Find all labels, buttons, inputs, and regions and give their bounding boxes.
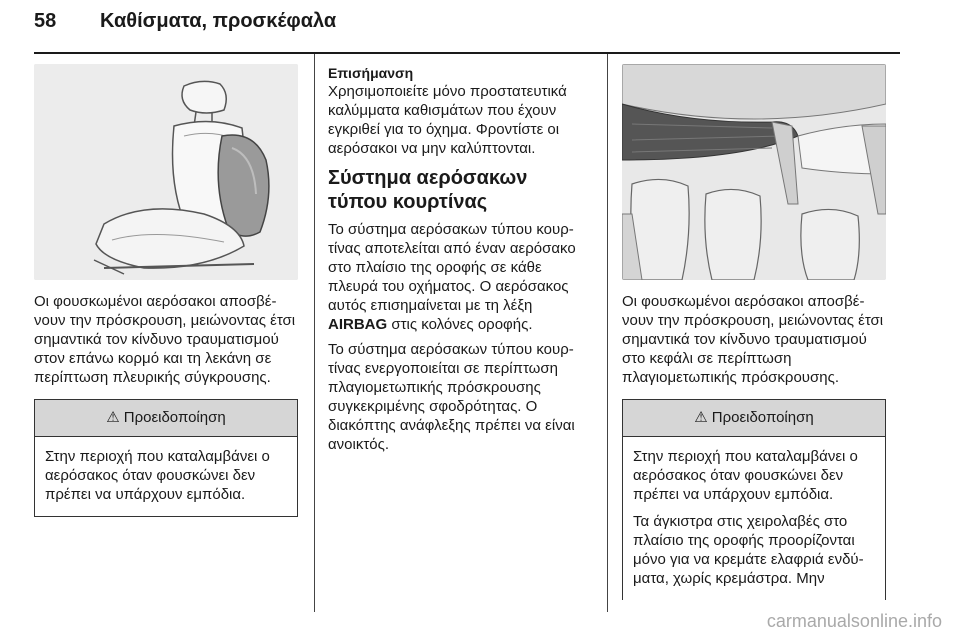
warning-box — [34, 399, 298, 517]
middle-column — [328, 64, 592, 460]
page-number: 58 — [34, 10, 57, 32]
column-divider-left — [314, 54, 315, 612]
warning-title: Προειδοποίηση — [711, 409, 814, 426]
warning-box — [622, 399, 886, 600]
section-heading: Σύστημα αερόσακων τύπου κουρτίνας — [328, 167, 528, 213]
body-paragraph-2: Το σύστημα αερόσακων τύπου κουρτίνας ενεργοποιείται σε περίπτωση πλαγιομετωπικής πρόσκρουσης συγκεκριμένης σφοδρότητας. Ο διακόπτης ανάφλεξης πρέπει να είναι ανοικτός. — [328, 341, 575, 453]
airbag-label: AIRBAG — [328, 316, 388, 333]
column-divider-right — [607, 54, 608, 612]
warning-text-1: Στην περιοχή που καταλαμβάνει ο αερόσακος όταν φουσκώνει δεν πρέπει να υπάρχουν εμπόδια. — [633, 448, 858, 503]
warning-body — [35, 437, 297, 516]
warning-header — [623, 400, 885, 437]
warning-title: Προειδοποίηση — [123, 409, 226, 426]
warning-text-2: Τα άγκιστρα στις χειρολαβές στο πλαίσιο της οροφής προορίζονται μόνο για να κρεμάτε ελαφριά ενδύματα, χωρίς κρεμάστρα. Μην — [633, 513, 864, 587]
note-title: Επισήμανση — [328, 65, 414, 81]
right-column — [622, 64, 886, 600]
warning-triangle-icon: ⚠ — [106, 409, 120, 426]
seat-airbag-figure — [34, 64, 298, 280]
watermark: carmanualsonline.info — [766, 611, 942, 631]
paragraph-text: Το σύστημα αερόσακων τύπου κουρτίνας αποτελείται από έναν αερόσακο στο πλαίσιο της οροφής σε κάθε πλευρά του οχήματος. Ο αερόσακος αυτός επισημαίνεται με τη λέξη — [328, 221, 576, 314]
seat-side-airbag-illustration — [34, 64, 298, 280]
curtain-airbag-figure — [622, 64, 886, 280]
body-paragraph-1 — [328, 220, 592, 334]
note-text: Χρησιμοποιείτε μόνο προστατευτικά καλύμματα καθισμάτων που έχουν εγκριθεί για το όχημα. Φροντίστε οι αερόσακοι να μην καλύπτονται. — [328, 83, 567, 157]
curtain-airbag-illustration — [622, 64, 886, 280]
figure-caption: Οι φουσκωμένοι αερόσακοι αποσβένουν την πρόσκρουση, μειώνοντας έτσι σημαντικά τον κίνδυνο τραυματισμού στο κεφάλι σε περίπτωση πλαγιομετωπικής πρόσκρουσης. — [622, 293, 884, 386]
left-column — [34, 64, 298, 517]
warning-body — [623, 437, 885, 600]
figure-caption: Οι φουσκωμένοι αερόσακοι αποσβένουν την πρόσκρουση, μειώνοντας έτσι σημαντικά τον κίνδυνο τραυματισμού στον επάνω κορμό και τη λεκάνη σε περίπτωση πλευρικής σύγκρουσης. — [34, 293, 296, 386]
paragraph-text-end: στις κολόνες οροφής. — [387, 316, 533, 333]
warning-triangle-icon: ⚠ — [694, 409, 708, 426]
section-title: Καθίσματα, προσκέφαλα — [100, 10, 337, 32]
header-divider — [34, 52, 900, 54]
page-header — [34, 10, 900, 46]
warning-header — [35, 400, 297, 437]
warning-text: Στην περιοχή που καταλαμβάνει ο αερόσακος όταν φουσκώνει δεν πρέπει να υπάρχουν εμπόδια. — [45, 448, 270, 503]
